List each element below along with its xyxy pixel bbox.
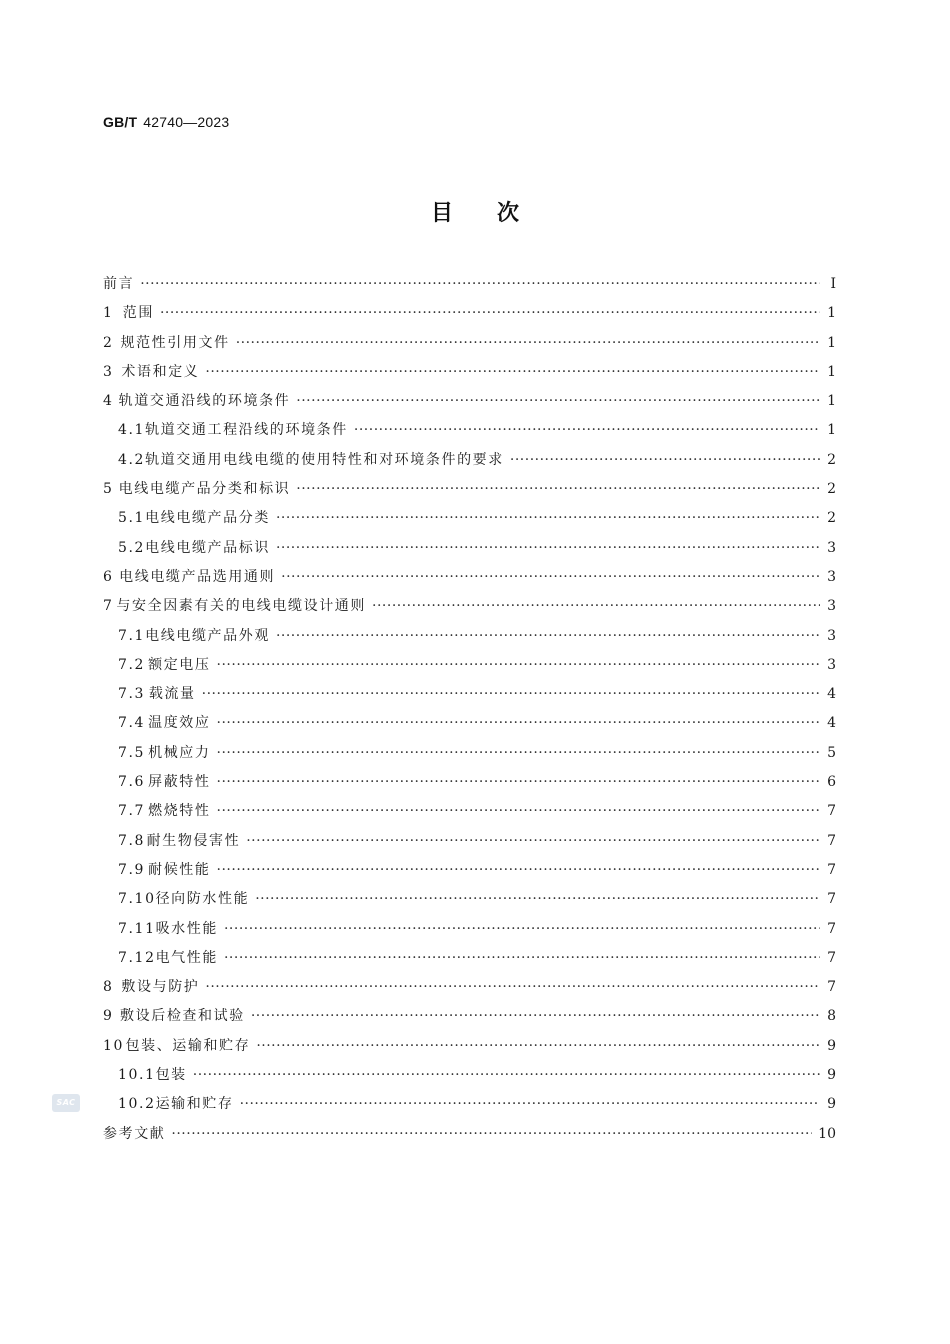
toc-entry[interactable] xyxy=(103,709,836,738)
toc-entry[interactable] xyxy=(103,270,836,299)
toc-entry[interactable] xyxy=(103,1002,836,1031)
toc-entry-number: 2 xyxy=(103,334,114,351)
toc-entry-label: 电线电缆产品分类 xyxy=(145,510,270,527)
toc-entry-number: 5 xyxy=(103,481,114,498)
toc-dot-leader xyxy=(276,534,820,563)
toc-entry[interactable] xyxy=(103,534,836,563)
toc-entry-number: 4 xyxy=(103,393,114,410)
toc-dot-leader xyxy=(217,651,820,680)
toc-entry-label: 温度效应 xyxy=(148,715,211,732)
toc-entry-page: 9 xyxy=(827,1037,836,1054)
toc-dot-leader xyxy=(256,1032,820,1061)
toc-entry-number: 7.4 xyxy=(118,715,146,732)
table-of-contents xyxy=(103,270,836,1149)
toc-entry-number: 4.2 xyxy=(118,451,146,468)
toc-entry-number: 7.2 xyxy=(118,656,146,673)
toc-dot-leader xyxy=(160,299,820,328)
toc-dot-leader xyxy=(236,329,820,358)
toc-entry-label: 术语和定义 xyxy=(121,363,200,380)
toc-dot-leader xyxy=(205,358,820,387)
toc-entry-page: 3 xyxy=(827,568,836,585)
toc-entry-label: 包装、运输和贮存 xyxy=(125,1037,251,1054)
toc-dot-leader xyxy=(251,1002,820,1031)
toc-entry-page: 10 xyxy=(818,1125,836,1142)
toc-entry-page: 7 xyxy=(827,891,836,908)
standard-prefix: GB/T xyxy=(103,114,138,130)
toc-entry-label: 敷设后检查和试验 xyxy=(120,1008,245,1025)
toc-entry-number: 1 xyxy=(103,305,114,322)
toc-dot-leader xyxy=(246,827,820,856)
toc-entry-label: 电线电缆产品标识 xyxy=(145,539,270,556)
toc-entry[interactable] xyxy=(103,797,836,826)
toc-dot-leader xyxy=(510,446,820,475)
toc-entry[interactable] xyxy=(103,358,836,387)
toc-dot-leader xyxy=(372,592,820,621)
toc-entry-label: 机械应力 xyxy=(148,744,211,761)
toc-entry[interactable] xyxy=(103,915,836,944)
toc-entry-label: 轨道交通沿线的环境条件 xyxy=(118,393,291,410)
toc-entry-label: 吸水性能 xyxy=(155,920,218,937)
toc-dot-leader xyxy=(255,885,820,914)
toc-entry-page: 9 xyxy=(827,1096,836,1113)
toc-entry[interactable] xyxy=(103,329,836,358)
toc-entry[interactable] xyxy=(103,592,836,621)
toc-entry-number: 7.10 xyxy=(118,891,156,908)
toc-entry-page: 9 xyxy=(827,1067,836,1084)
toc-entry-page: 7 xyxy=(827,861,836,878)
toc-entry-number: 7.8 xyxy=(118,832,146,849)
toc-entry[interactable] xyxy=(103,827,836,856)
toc-entry-number: 5.2 xyxy=(118,539,146,556)
toc-entry-page: 1 xyxy=(827,305,836,322)
toc-entry-page: 1 xyxy=(827,363,836,380)
toc-entry[interactable] xyxy=(103,1032,836,1061)
toc-entry[interactable] xyxy=(103,680,836,709)
toc-entry[interactable] xyxy=(103,856,836,885)
toc-dot-leader xyxy=(281,563,820,592)
toc-entry[interactable] xyxy=(103,475,836,504)
toc-entry-number: 7.1 xyxy=(118,627,146,644)
toc-dot-leader xyxy=(217,768,820,797)
toc-entry-page: 5 xyxy=(827,744,836,761)
toc-entry-label: 径向防水性能 xyxy=(155,891,250,908)
toc-entry-label: 电线电缆产品外观 xyxy=(145,627,270,644)
toc-entry-page: 1 xyxy=(827,422,836,439)
toc-dot-leader xyxy=(224,915,820,944)
toc-entry-label: 燃烧特性 xyxy=(148,803,211,820)
toc-entry-page: 6 xyxy=(827,774,836,791)
toc-entry-number: 10.1 xyxy=(118,1067,156,1084)
toc-entry-number: 10 xyxy=(103,1037,125,1054)
toc-dot-leader xyxy=(354,416,820,445)
toc-entry-page: 3 xyxy=(827,627,836,644)
toc-dot-leader xyxy=(296,387,820,416)
toc-entry[interactable] xyxy=(103,622,836,651)
toc-entry-label: 轨道交通用电线电缆的使用特性和对环境条件的要求 xyxy=(145,451,504,468)
toc-entry-label: 轨道交通工程沿线的环境条件 xyxy=(145,422,348,439)
toc-dot-leader xyxy=(140,270,820,299)
toc-entry-number: 5.1 xyxy=(118,510,146,527)
toc-entry[interactable] xyxy=(103,1061,836,1090)
toc-entry-page: 8 xyxy=(827,1008,836,1025)
toc-entry-label: 耐生物侵害性 xyxy=(146,832,241,849)
toc-entry-page: Ⅰ xyxy=(830,276,836,292)
sac-watermark-logo: SAC xyxy=(52,1094,80,1112)
toc-entry-label: 电线电缆产品分类和标识 xyxy=(118,481,291,498)
toc-entry[interactable] xyxy=(103,739,836,768)
toc-entry-label: 屏蔽特性 xyxy=(148,774,211,791)
toc-entry[interactable] xyxy=(103,944,836,973)
toc-entry[interactable] xyxy=(103,651,836,680)
toc-entry-number: 7 xyxy=(103,598,114,615)
toc-dot-leader xyxy=(296,475,820,504)
toc-entry[interactable] xyxy=(103,885,836,914)
toc-entry-label: 载流量 xyxy=(148,686,196,703)
toc-entry[interactable] xyxy=(103,1090,836,1119)
toc-dot-leader xyxy=(217,709,820,738)
toc-entry-label: 电气性能 xyxy=(155,949,218,966)
toc-entry-number: 9 xyxy=(103,1008,114,1025)
toc-dot-leader xyxy=(217,739,820,768)
toc-entry-page: 7 xyxy=(827,979,836,996)
toc-entry-number: 8 xyxy=(103,979,114,996)
toc-entry-page: 4 xyxy=(827,686,836,703)
toc-entry-number: 7.12 xyxy=(118,949,156,966)
toc-entry-page: 3 xyxy=(827,656,836,673)
toc-entry-page: 3 xyxy=(827,598,836,615)
toc-entry-label: 与安全因素有关的电线电缆设计通则 xyxy=(116,598,367,615)
toc-entry-number: 7.7 xyxy=(118,803,146,820)
toc-dot-leader xyxy=(171,1120,812,1149)
toc-dot-leader xyxy=(276,504,820,533)
toc-dot-leader xyxy=(217,797,820,826)
toc-entry[interactable] xyxy=(103,504,836,533)
toc-entry-number: 7.11 xyxy=(118,920,156,937)
toc-entry-page: 3 xyxy=(827,539,836,556)
toc-entry-page: 7 xyxy=(827,803,836,820)
toc-entry-page: 2 xyxy=(827,510,836,527)
toc-dot-leader xyxy=(205,973,820,1002)
toc-entry-number: 7.6 xyxy=(118,774,146,791)
toc-entry-label: 电线电缆产品选用通则 xyxy=(119,568,276,585)
toc-dot-leader xyxy=(202,680,820,709)
toc-entry[interactable] xyxy=(103,299,836,328)
toc-entry-label: 耐候性能 xyxy=(148,861,211,878)
toc-dot-leader xyxy=(217,856,820,885)
toc-entry-number: 6 xyxy=(103,568,114,585)
toc-entry[interactable] xyxy=(103,768,836,797)
toc-entry-page: 4 xyxy=(827,715,836,732)
toc-entry-page: 7 xyxy=(827,920,836,937)
toc-entry-page: 1 xyxy=(827,334,836,351)
toc-entry-number: 3 xyxy=(103,363,114,380)
toc-entry-label: 规范性引用文件 xyxy=(120,334,230,351)
toc-entry-label: 范围 xyxy=(122,305,154,322)
toc-entry-label: 包装 xyxy=(155,1067,187,1084)
toc-entry[interactable] xyxy=(103,416,836,445)
toc-entry[interactable] xyxy=(103,563,836,592)
toc-entry-page: 2 xyxy=(827,451,836,468)
toc-entry-page: 2 xyxy=(827,481,836,498)
toc-entry[interactable] xyxy=(103,387,836,416)
toc-entry-number: 4.1 xyxy=(118,422,146,439)
toc-entry-label: 运输和贮存 xyxy=(155,1096,234,1113)
toc-entry[interactable] xyxy=(103,973,836,1002)
toc-entry-page: 1 xyxy=(827,393,836,410)
toc-entry-label: 额定电压 xyxy=(148,656,211,673)
toc-entry[interactable] xyxy=(103,446,836,475)
standard-number: 42740—2023 xyxy=(143,114,230,130)
toc-entry[interactable] xyxy=(103,1120,836,1149)
toc-dot-leader xyxy=(193,1061,820,1090)
toc-entry-page: 7 xyxy=(827,832,836,849)
toc-dot-leader xyxy=(240,1090,820,1119)
toc-entry-number: 7.3 xyxy=(118,686,146,703)
toc-entry-label: 参考文献 xyxy=(103,1125,166,1142)
toc-dot-leader xyxy=(224,944,820,973)
toc-entry-number: 7.5 xyxy=(118,744,146,761)
toc-entry-number: 7.9 xyxy=(118,861,146,878)
toc-entry-label: 敷设与防护 xyxy=(121,979,200,996)
page-title: 目次 xyxy=(430,201,563,226)
toc-entry-page: 7 xyxy=(827,949,836,966)
toc-entry-number: 10.2 xyxy=(118,1096,156,1113)
standard-code xyxy=(103,114,229,130)
toc-dot-leader xyxy=(276,622,820,651)
toc-entry-label: 前言 xyxy=(103,276,135,292)
